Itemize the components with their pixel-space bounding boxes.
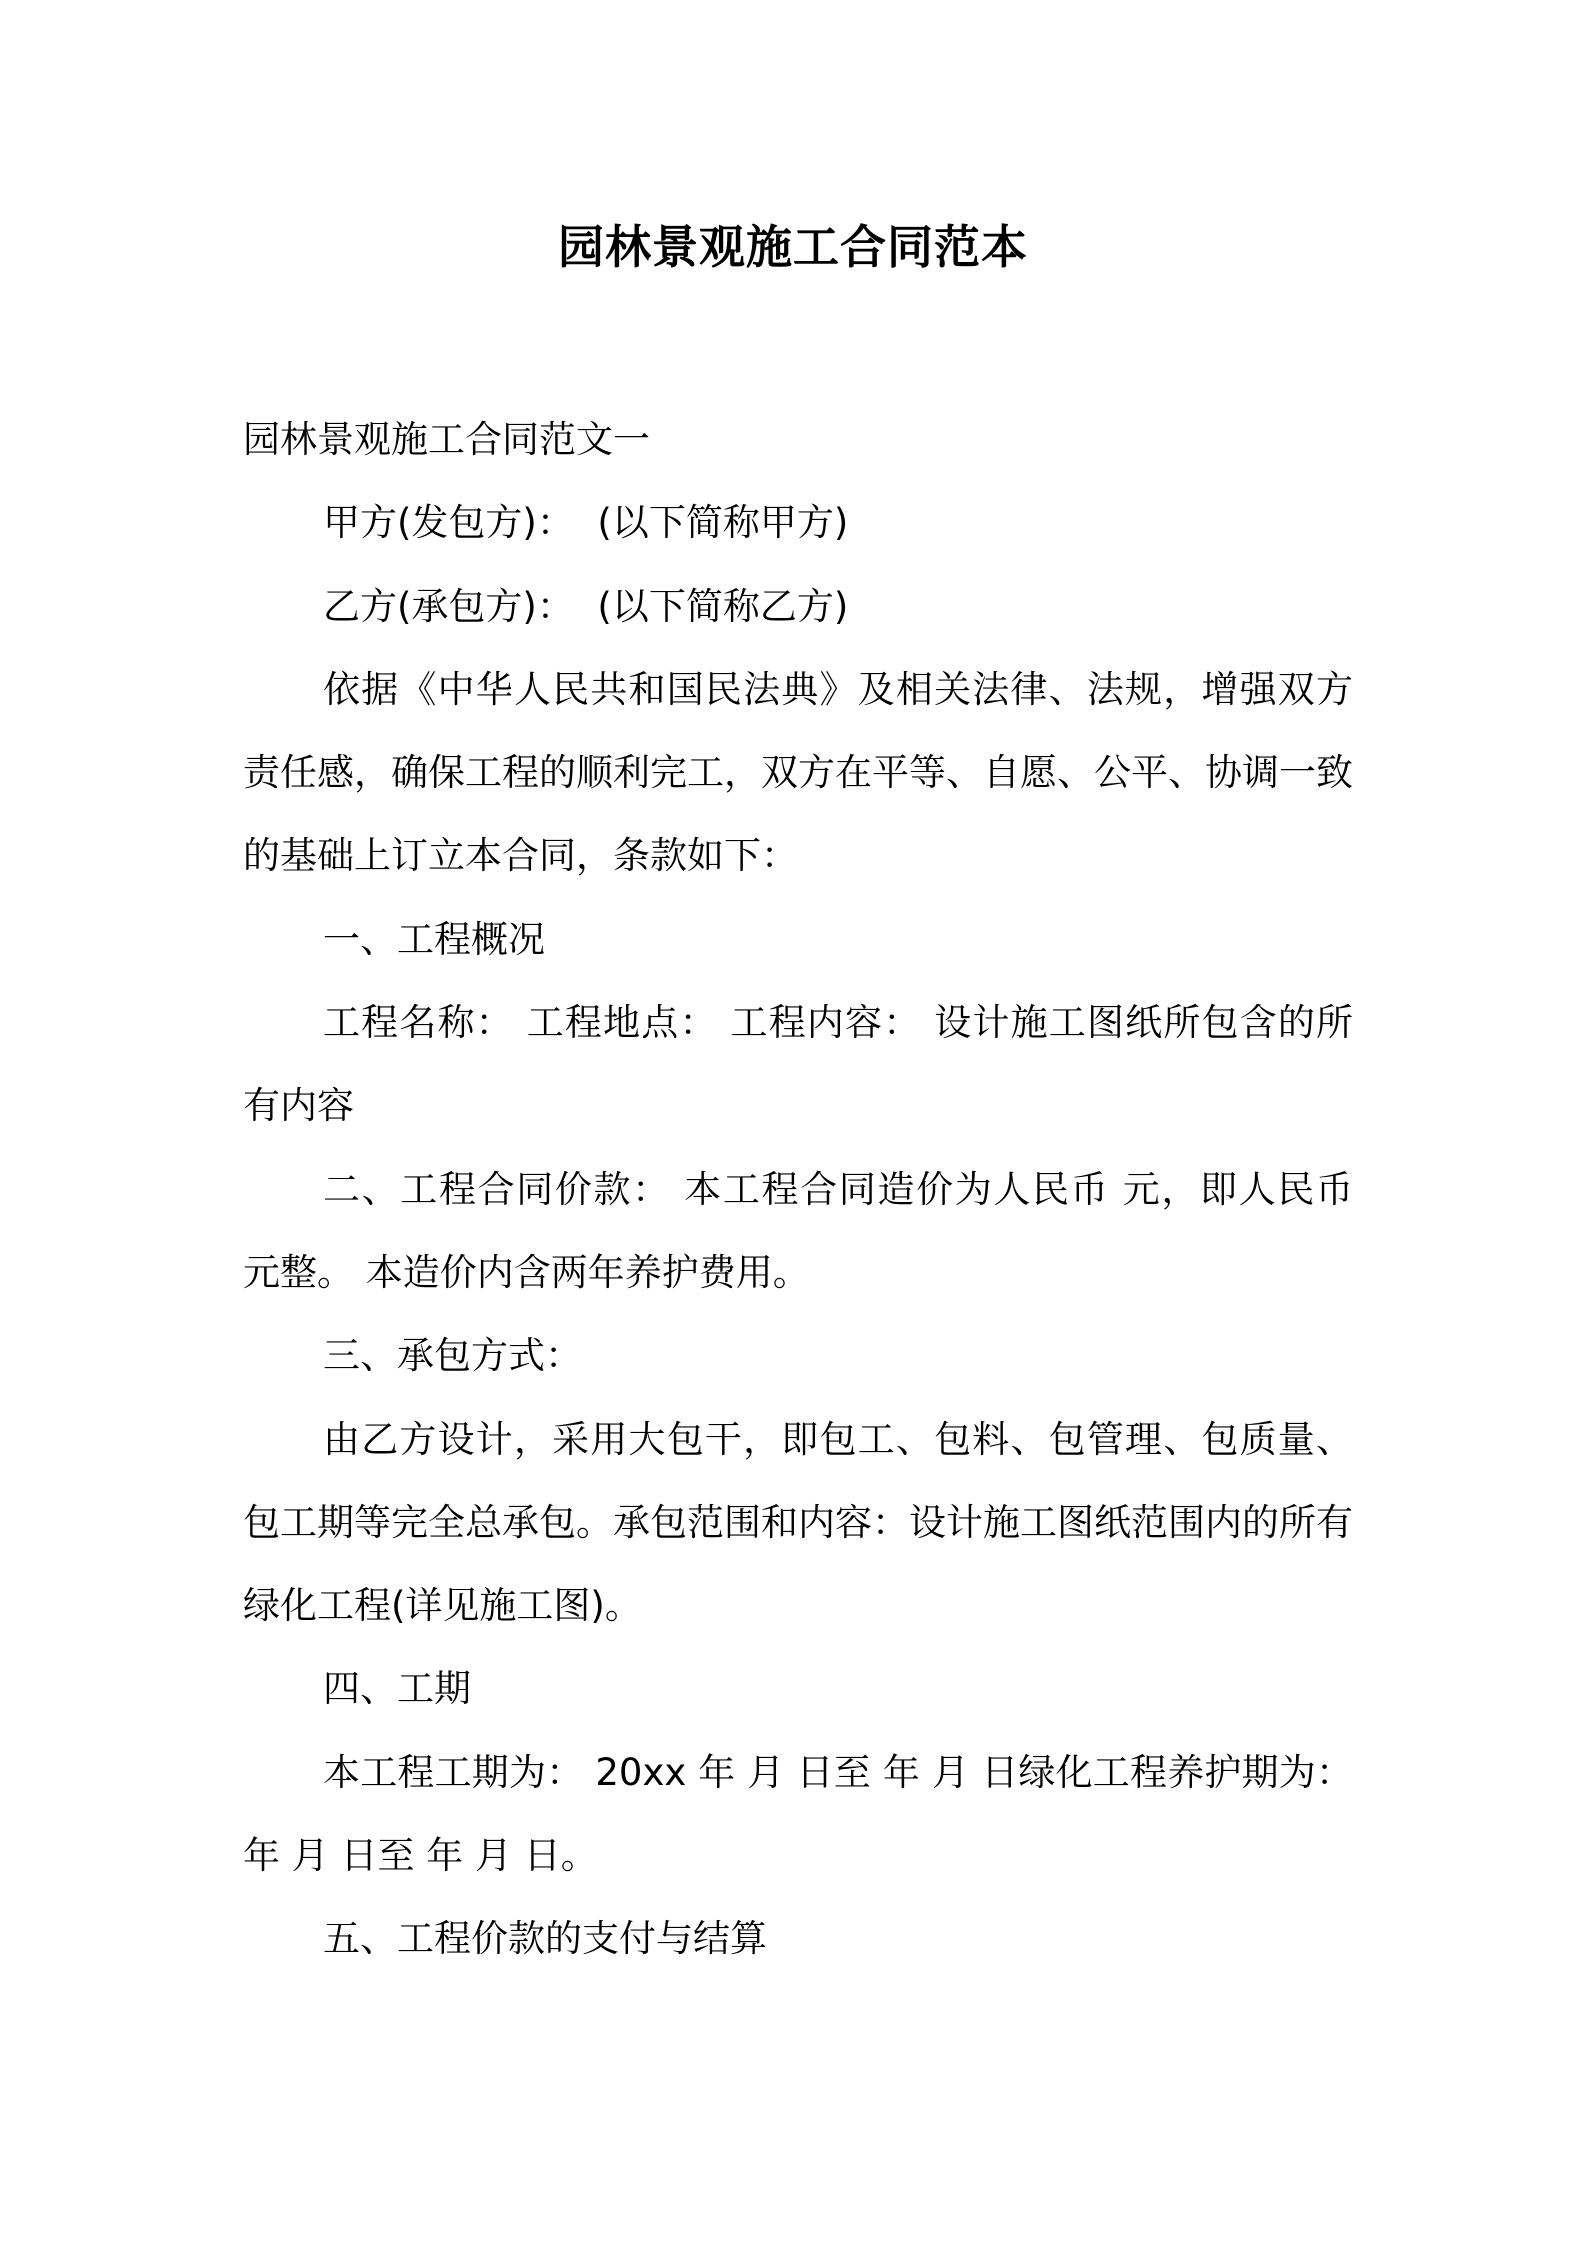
section-heading-sample-one: 园林景观施工合同范文一 [243,418,650,461]
project-overview-paragraph: 工程名称： 工程地点： 工程内容： 设计施工图纸所包含的所有内容 [243,1001,1353,1128]
schedule-paragraph: 本工程工期为： 20xx 年 月 日至 年 月 日绿化工程养护期为： 年 月 日至 年 月 日。 [243,1750,1353,1878]
document-body [243,398,1353,1981]
contract-price-paragraph: 二、工程合同价款： 本工程合同造价为人民币 元，即人民币 元整。 本造价内含两年养护费用。 [243,1167,1353,1294]
clause-heading-contract-mode: 三、承包方式： [323,1334,582,1378]
clause-heading-payment: 五、工程价款的支付与结算 [323,1917,767,1961]
clause-heading-schedule: 四、工期 [323,1667,471,1711]
party-b-line: 乙方(承包方)： (以下简称乙方) [323,584,849,628]
preamble-paragraph: 依据《中华人民共和国民法典》及相关法律、法规，增强双方责任感，确保工程的顺利完工，双方在平等、自愿、公平、协调一致的基础上订立本合同，条款如下： [243,667,1353,878]
clause-heading-overview: 一、工程概况 [323,917,545,961]
contract-mode-paragraph: 由乙方设计，采用大包干，即包工、包料、包管理、包质量、包工期等完全总承包。承包范围和内容：设计施工图纸范围内的所有绿化工程(详见施工图)。 [243,1417,1353,1628]
document-title: 园林景观施工合同范本 [558,220,1028,274]
party-a-line: 甲方(发包方)： (以下简称甲方) [323,501,849,545]
